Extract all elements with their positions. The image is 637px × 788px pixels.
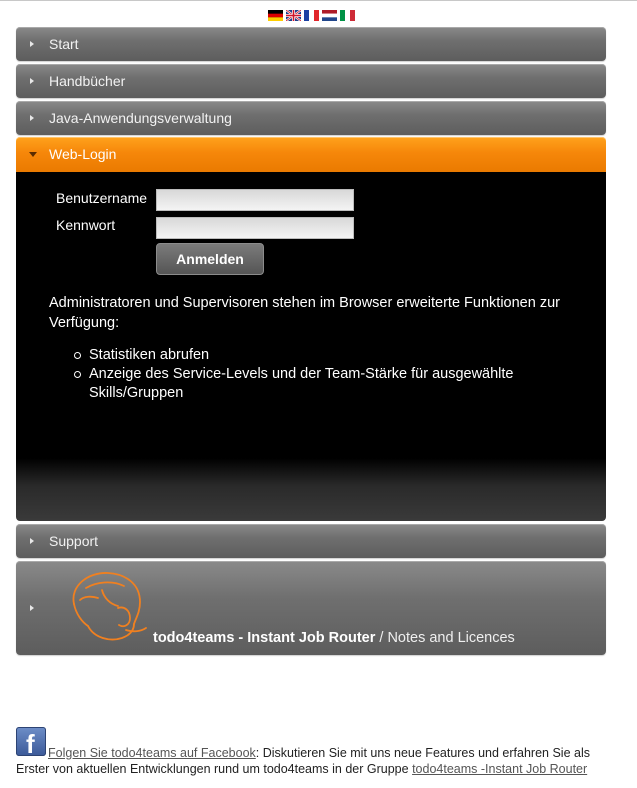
facebook-follow-link[interactable]: Folgen Sie todo4teams auf Facebook xyxy=(48,746,256,760)
flag-france-icon[interactable] xyxy=(304,10,319,21)
accordion-start[interactable] xyxy=(16,27,606,61)
triangle-right-icon xyxy=(30,605,34,611)
headset-logo-icon xyxy=(66,568,152,644)
accordion-support-label: Support xyxy=(49,533,99,549)
accordion-web-login[interactable] xyxy=(16,137,606,172)
group-link[interactable]: todo4teams -Instant Job Router xyxy=(412,762,588,776)
accordion-start-label: Start xyxy=(49,36,79,52)
triangle-right-icon xyxy=(30,538,34,544)
footer-text xyxy=(16,745,621,777)
flag-netherlands-icon[interactable] xyxy=(322,10,337,21)
notes-separator: / xyxy=(375,630,388,646)
facebook-icon[interactable]: f xyxy=(16,727,46,756)
notes-licences-link[interactable]: Notes and Licences xyxy=(387,630,515,646)
list-item: Anzeige des Service-Levels und der Team-Stärke für ausgewählte Skills/Gruppen xyxy=(73,365,573,403)
accordion-java-admin-label: Java-Anwendungsverwaltung xyxy=(49,110,232,126)
triangle-right-icon xyxy=(30,41,34,47)
top-divider xyxy=(0,0,637,1)
accordion-java-admin[interactable] xyxy=(16,101,606,135)
accordion-web-login-label: Web-Login xyxy=(49,146,117,162)
list-item: Statistiken abrufen xyxy=(73,346,573,365)
triangle-right-icon xyxy=(30,78,34,84)
accordion-manuals[interactable] xyxy=(16,64,606,98)
login-info-text: Administratoren und Supervisoren stehen im Browser erweiterte Funktionen zur Verfügung: xyxy=(49,295,560,331)
flag-uk-icon[interactable] xyxy=(286,10,301,21)
footer-description: : Diskutieren Sie mit uns neue Features und erfahren Sie als Erster von aktuellen Entwicklungen rund um todo4teams in der Gruppe xyxy=(16,746,590,776)
accordion-support[interactable] xyxy=(16,524,606,558)
triangle-right-icon xyxy=(30,115,34,121)
flag-germany-icon[interactable] xyxy=(268,10,283,21)
login-button[interactable]: Anmelden xyxy=(156,243,264,275)
triangle-down-icon xyxy=(29,152,37,157)
username-label: Benutzername xyxy=(56,190,148,206)
language-selector xyxy=(268,10,355,22)
password-input[interactable] xyxy=(156,217,354,239)
password-label: Kennwort xyxy=(56,217,116,233)
accordion-notes[interactable] xyxy=(16,561,606,655)
feature-list xyxy=(73,346,573,403)
username-input[interactable] xyxy=(156,189,354,211)
flag-italy-icon[interactable] xyxy=(340,10,355,21)
notes-link-line xyxy=(153,629,515,647)
accordion-manuals-label: Handbücher xyxy=(49,73,126,89)
product-name: todo4teams - Instant Job Router xyxy=(153,630,376,646)
web-login-panel xyxy=(16,172,606,521)
